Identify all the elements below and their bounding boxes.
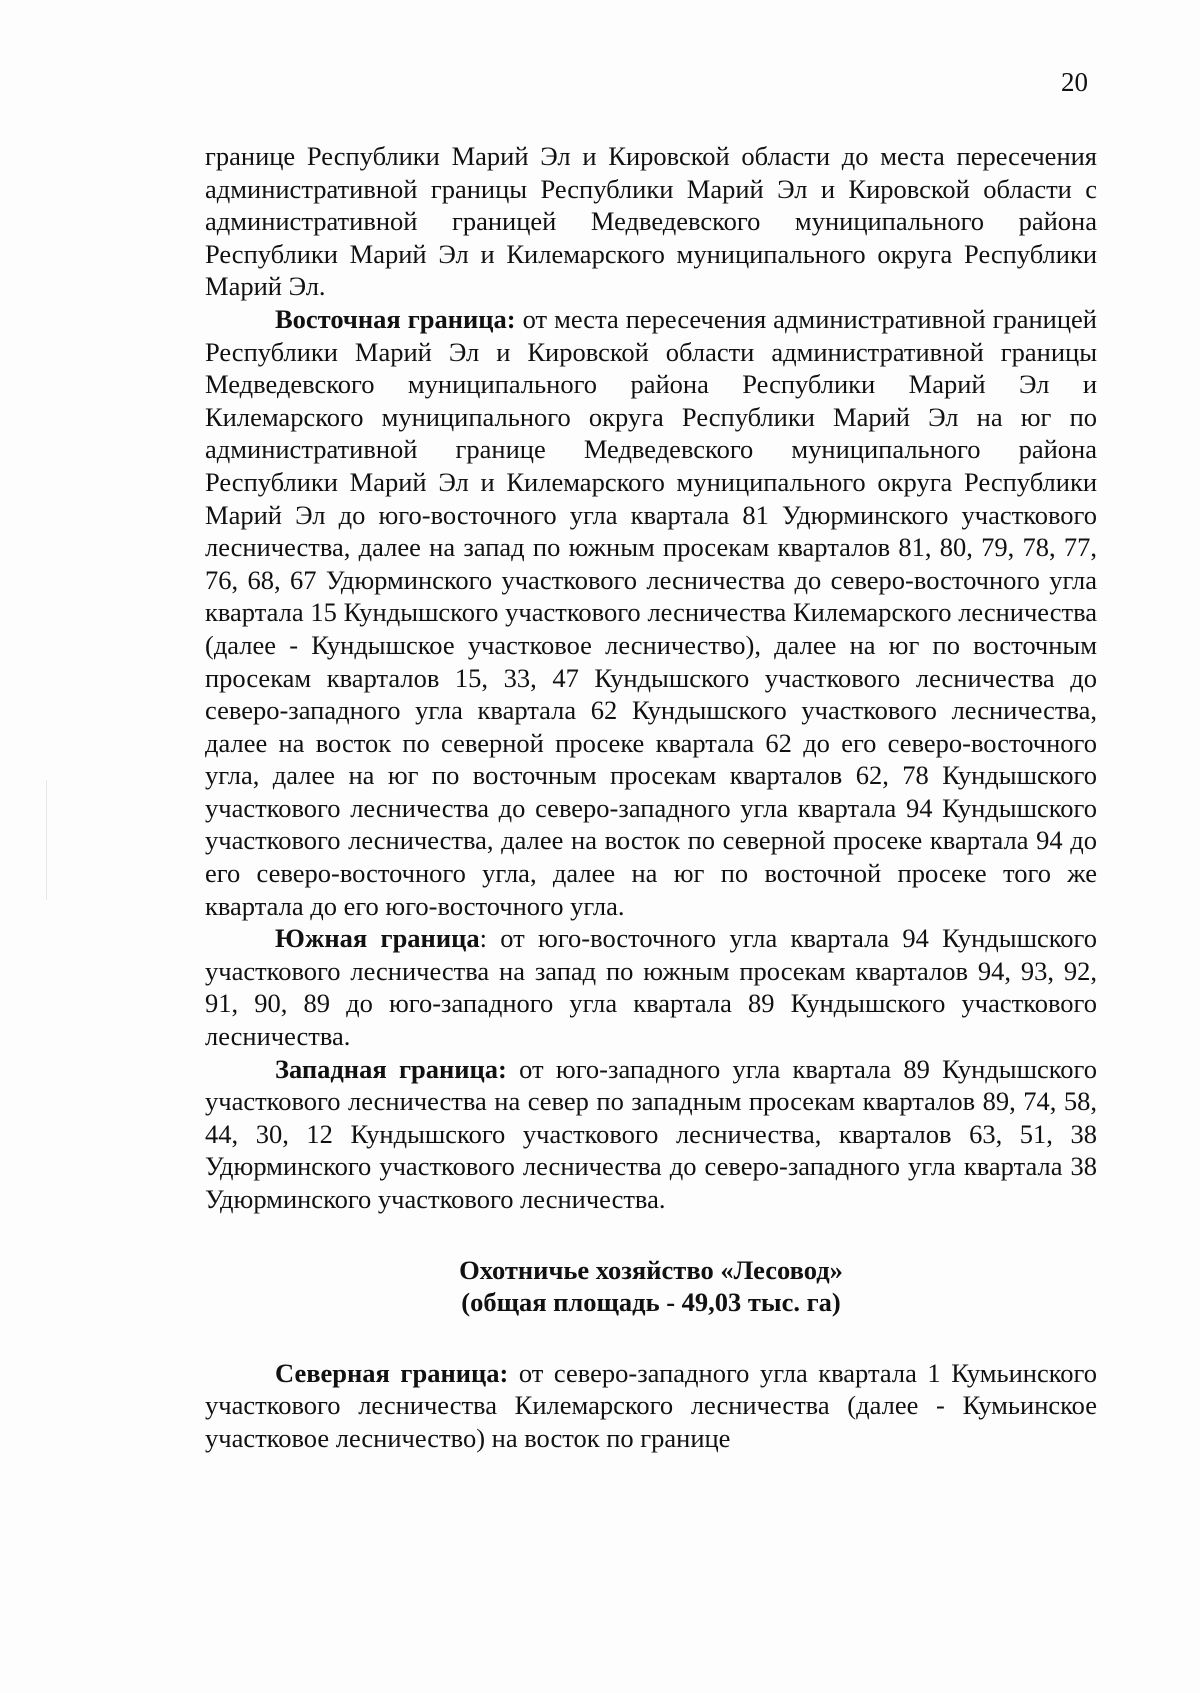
north-border-heading: Северная граница: xyxy=(275,1357,509,1388)
east-border-heading: Восточная граница: xyxy=(275,303,516,334)
document-body xyxy=(205,140,1097,1455)
section-title-line-1: Охотничье хозяйство «Лесовод» xyxy=(459,1254,843,1285)
scan-margin-mark xyxy=(46,780,47,900)
paragraph-east-border xyxy=(205,303,1097,922)
paragraph-north-border xyxy=(205,1357,1097,1455)
west-border-text: от юго-западного угла квартала 89 Кундышского участкового лесничества на север по западным просекам кварталов 89, 74, 58, 44, 30, 12 Кундышского участкового лесничества, кварталов 63, 51, 38 Удюрминского участкового лесничества до северо-западного угла квартала 38 Удюрминского участкового лесничества. xyxy=(205,1053,1097,1214)
north-border-text: от северо-западного угла квартала 1 Кумьинского участкового лесничества Килемарского лесничества (далее - Кумьинское участковое лесничество) на восток по границе xyxy=(205,1357,1097,1453)
east-border-text: от места пересечения административной границей Республики Марий Эл и Кировской области административной границы Медведевского муниципального района Республики Марий Эл и Килемарского муниципального округа Республики Марий Эл на юг по административной границе Медведевского муниципального района Республики Марий Эл и Килемарского муниципального округа Республики Марий Эл до юго-восточного угла квартала 81 Удюрминского участкового лесничества, далее на запад по южным просекам кварталов 81, 80, 79, 78, 77, 76, 68, 67 Удюрминского участкового лесничества до северо-восточного угла квартала 15 Кундышского участкового лесничества Килемарского лесничества (далее - Кундышское участковое лесничество), далее на юг по восточным просекам кварталов 15, 33, 47 Кундышского участкового лесничества до северо-западного угла квартала 62 Кундышского участкового лесничества, далее на восток по северной просеке квартала 62 до его северо-восточного угла, далее на юг по восточным просекам кварталов 62, 78 Кундышского участкового лесничества до северо-западного угла квартала 94 Кундышского участкового лесничества, далее на восток по северной просеке квартала 94 до его северо-восточного угла, далее на юг по восточной просеке того же квартала до его юго-восточного угла. xyxy=(205,303,1097,921)
paragraph-continuation: границе Республики Марий Эл и Кировской области до места пересечения административной границы Республики Марий Эл и Кировской области с административной границей Медведевского муниципального района Республики Марий Эл и Килемарского муниципального округа Республики Марий Эл. xyxy=(205,141,1097,302)
south-border-heading: Южная граница xyxy=(275,923,480,954)
west-border-heading: Западная граница: xyxy=(275,1053,507,1084)
section-title-line-2: (общая площадь - 49,03 тыс. га) xyxy=(461,1287,841,1318)
page-number: 20 xyxy=(1061,67,1088,97)
section-title xyxy=(205,1254,1097,1319)
paragraph-south-border xyxy=(205,922,1097,1052)
south-border-text: : от юго-восточного угла квартала 94 Кундышского участкового лесничества на запад по южным просекам кварталов 94, 93, 92, 91, 90, 89 до юго-западного угла квартала 89 Кундышского участкового лесничества. xyxy=(205,923,1097,1052)
paragraph-west-border xyxy=(205,1053,1097,1216)
